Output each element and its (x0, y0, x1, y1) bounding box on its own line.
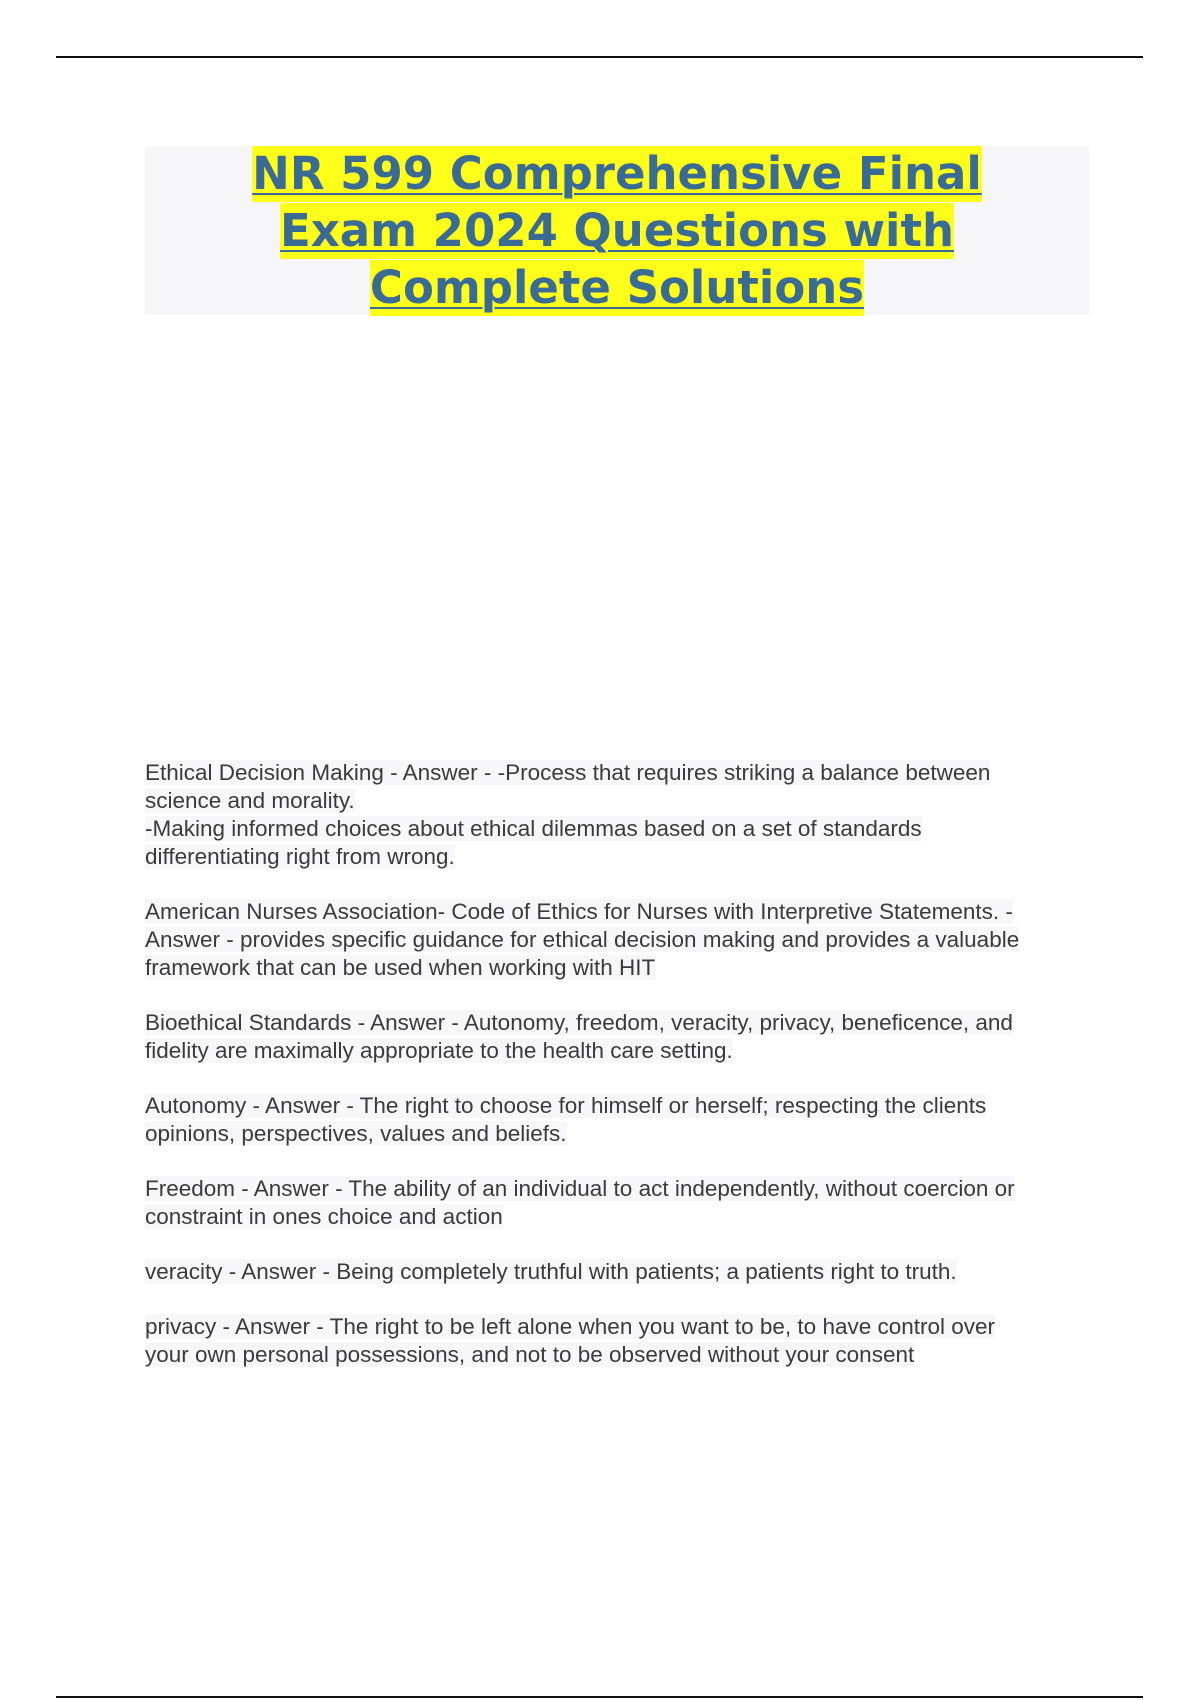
entry-line: opinions, perspectives, values and beliefs. (145, 1121, 567, 1146)
qa-list (145, 759, 1095, 1396)
document-title (145, 146, 1089, 315)
entry-line: Freedom - Answer - The ability of an individual to act independently, without coercion or (145, 1176, 1015, 1201)
title-line-3: Complete Solutions (369, 261, 865, 314)
qa-entry-veracity (145, 1258, 1095, 1286)
entry-line: fidelity are maximally appropriate to the health care setting. (145, 1038, 733, 1063)
entry-line: Ethical Decision Making - Answer - -Process that requires striking a balance between (145, 760, 991, 785)
entry-line: differentiating right from wrong. (145, 844, 455, 869)
qa-entry-freedom (145, 1175, 1095, 1231)
title-line-1: NR 599 Comprehensive Final (252, 147, 982, 200)
entry-line: constraint in ones choice and action (145, 1204, 503, 1229)
entry-line: science and morality. (145, 788, 355, 813)
qa-entry-ana-code-of-ethics (145, 898, 1095, 982)
entry-line: Autonomy - Answer - The right to choose for himself or herself; respecting the clients (145, 1093, 987, 1118)
entry-line: Bioethical Standards - Answer - Autonomy, freedom, veracity, privacy, beneficence, and (145, 1010, 1013, 1035)
entry-line: your own personal possessions, and not to be observed without your consent (145, 1342, 915, 1367)
title-line-2: Exam 2024 Questions with (279, 204, 955, 257)
entry-line: privacy - Answer - The right to be left alone when you want to be, to have control over (145, 1314, 996, 1339)
entry-line: framework that can be used when working with HIT (145, 955, 656, 980)
qa-entry-bioethical-standards (145, 1009, 1095, 1065)
bottom-rule (56, 1696, 1143, 1698)
entry-line: Answer - provides specific guidance for ethical decision making and provides a valuable (145, 927, 1020, 952)
qa-entry-ethical-decision-making (145, 759, 1095, 871)
entry-line: American Nurses Association- Code of Ethics for Nurses with Interpretive Statements. - (145, 899, 1013, 924)
entry-line: veracity - Answer - Being completely truthful with patients; a patients right to truth. (145, 1259, 957, 1284)
qa-entry-privacy (145, 1313, 1095, 1369)
top-rule (56, 56, 1143, 58)
entry-line: -Making informed choices about ethical dilemmas based on a set of standards (145, 816, 922, 841)
qa-entry-autonomy (145, 1092, 1095, 1148)
